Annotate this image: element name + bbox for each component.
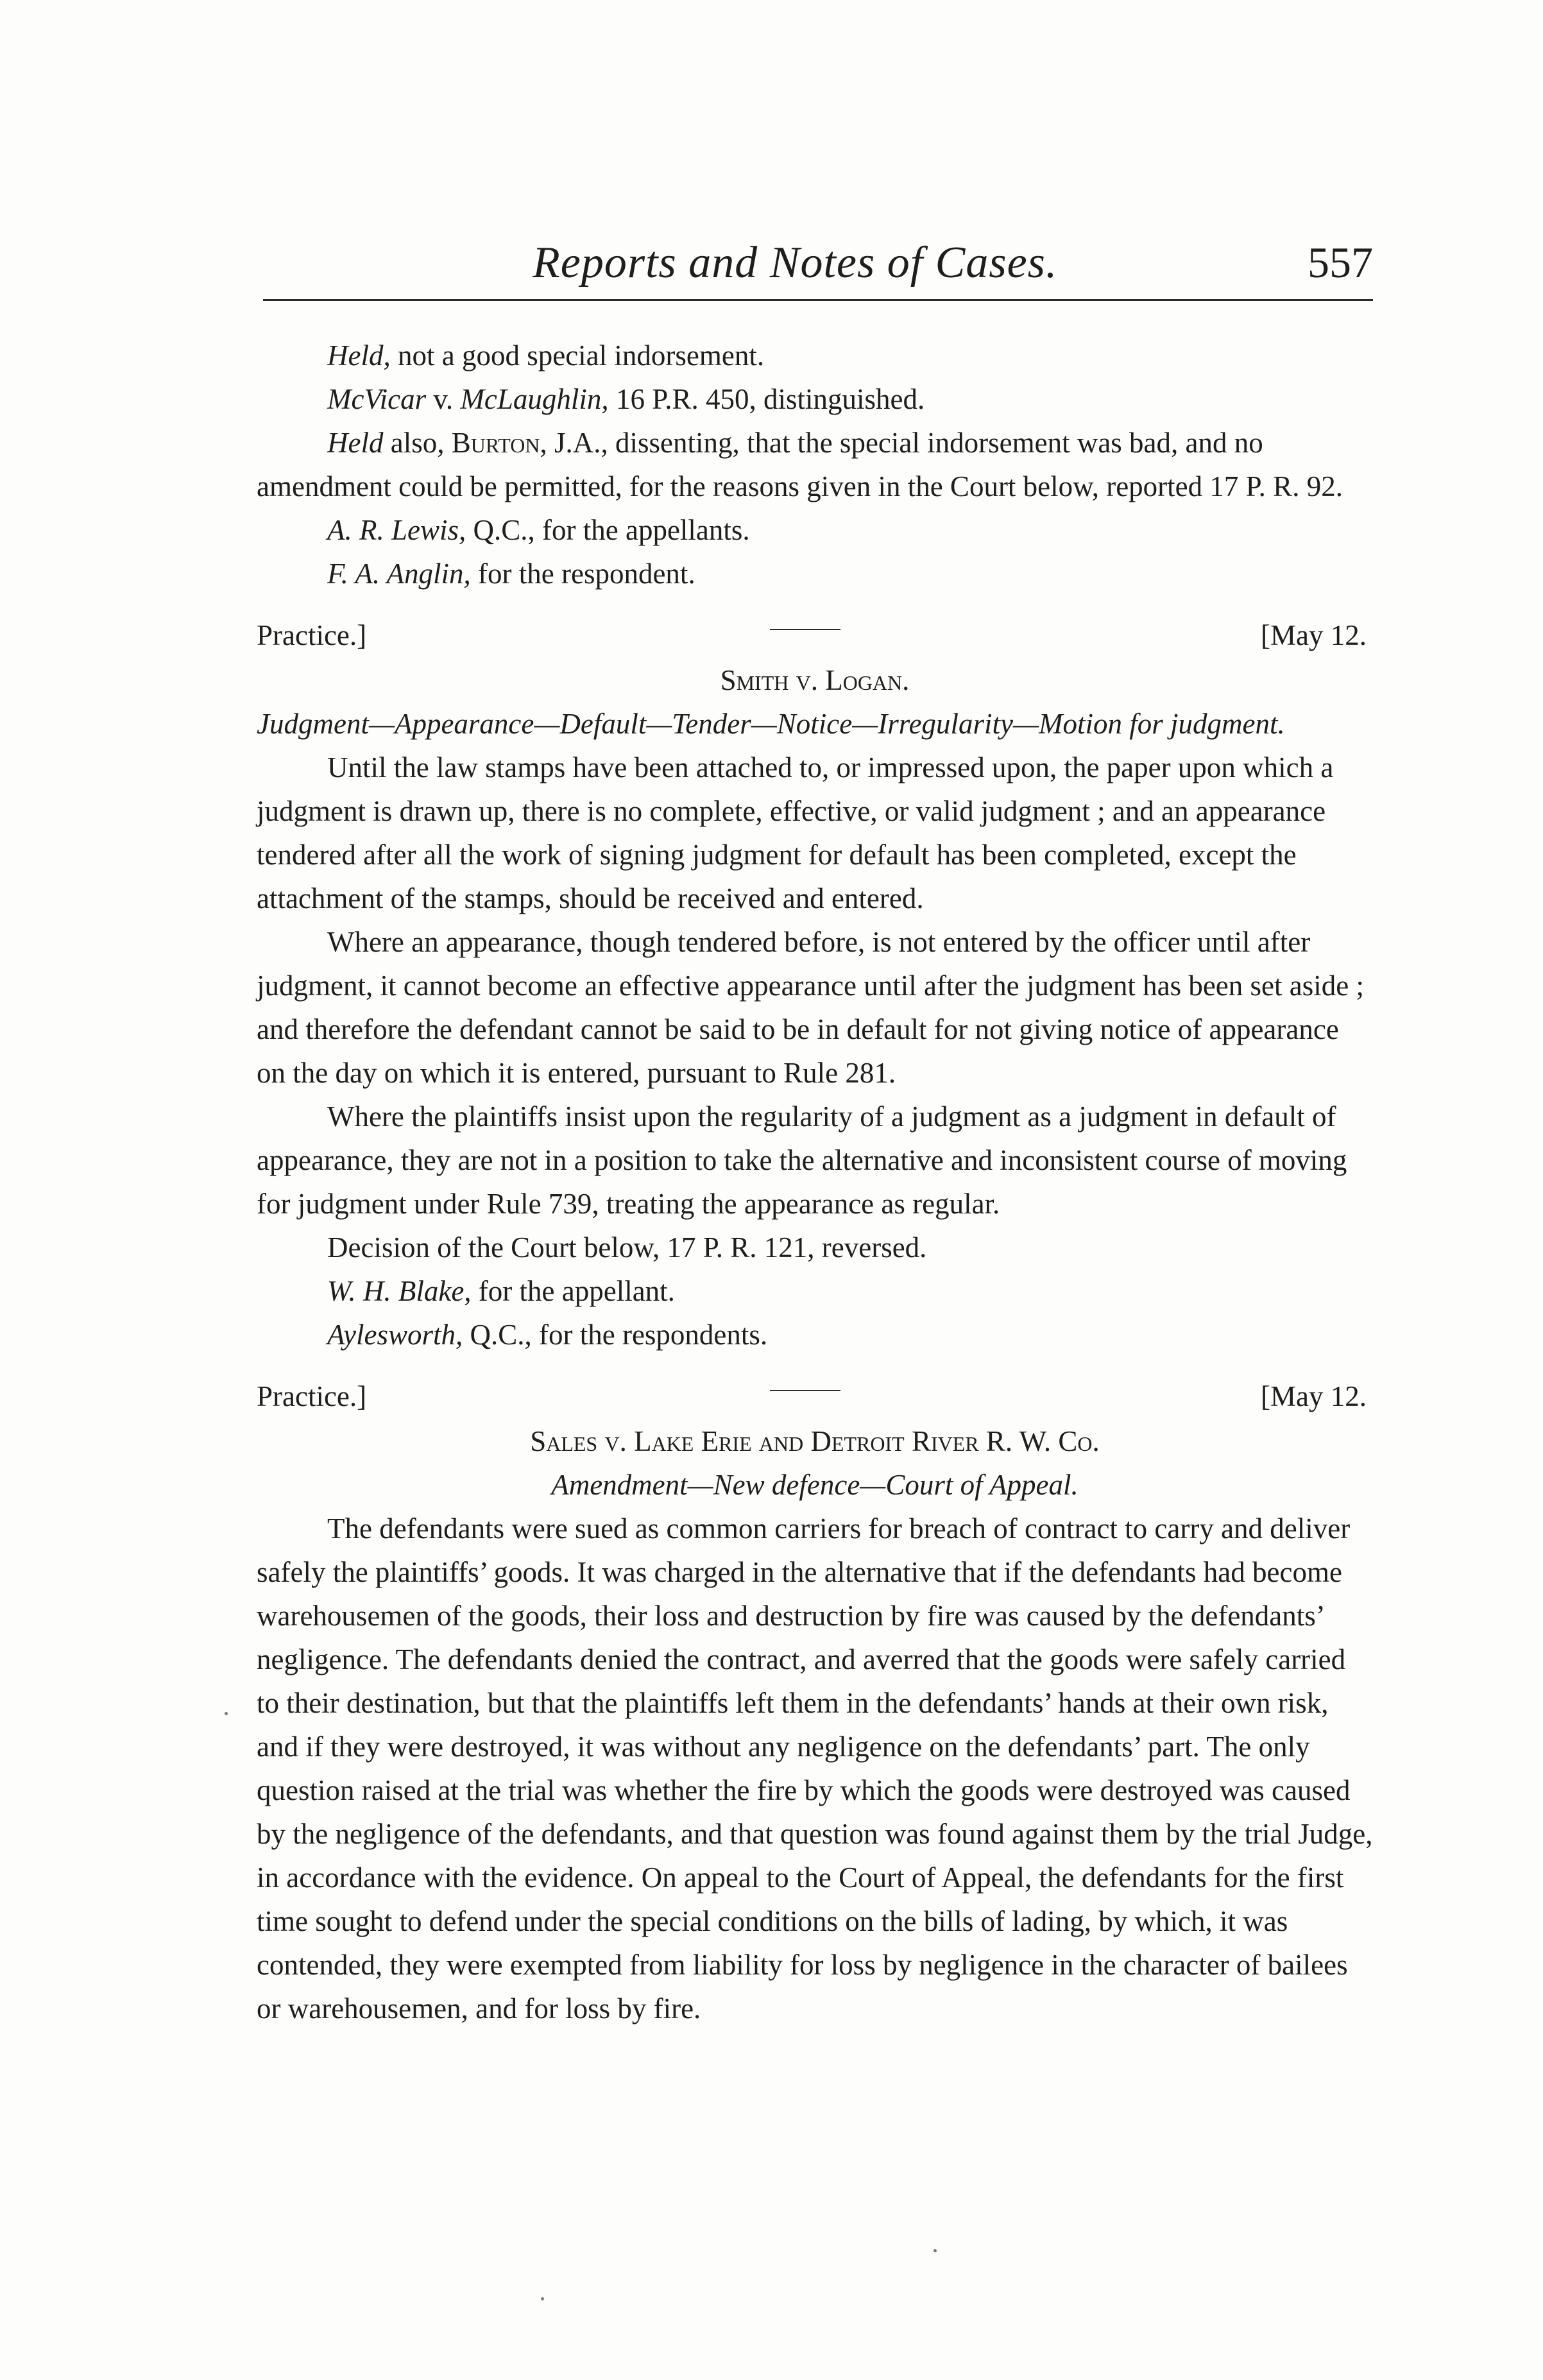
decision-line: Decision of the Court below, 17 P. R. 121, reversed. (327, 1231, 927, 1263)
page-number: 557 (1308, 238, 1373, 287)
page-body (257, 334, 1373, 2030)
headnote-paragraph: Until the law stamps have been attached to, or impressed upon, the paper upon which a judgment is drawn up, there is no complete, effective, or valid judgment ; and an appearance tendered after all the work of signing judgment for default has been completed, except the attachment of the stamps, should be received and entered. (257, 751, 1334, 914)
case-heading-sales (257, 1374, 1373, 1419)
section-dash (770, 1390, 840, 1391)
counsel-line: W. H. Blake, for the appellant. (327, 1275, 675, 1307)
held-also-paragraph: Held also, Burton, J.A., dissenting, that the special indorsement was bad, and no amendment could be permitted, for the reasons given in the Court below, reported 17 P. R. 92. (257, 427, 1343, 502)
case-subject-smith: Judgment—Appearance—Default—Tender—Notice—Irregularity—Motion for judgment. (257, 708, 1285, 740)
counsel-line: A. R. Lewis, Q.C., for the appellants. (327, 514, 750, 546)
case-date: [May 12. (1261, 619, 1367, 651)
counsel-line: Aylesworth, Q.C., for the respondents. (327, 1319, 768, 1351)
headnote-paragraph: Where the plaintiffs insist upon the regularity of a judgment as a judgment in default of appearance, they are not in a position to take the alternative and inconsistent course of moving for judgment under Rule 739, treating the appearance as regular. (257, 1100, 1347, 1220)
counsel-line: F. A. Anglin, for the respondent. (327, 558, 695, 590)
case-date: [May 12. (1261, 1380, 1367, 1412)
case-title-smith: Smith v. Logan. (720, 664, 910, 696)
held-paragraph: Held, not a good special indorsement. (327, 339, 765, 372)
headnote-paragraph: Where an appearance, though tendered before, is not entered by the officer until after judgment, it cannot become an effective appearance until after the judgment has been set aside ; and therefore the defendant cannot be said to be in default for not giving notice of appearance on the day on which it is entered, pursuant to Rule 281. (257, 926, 1364, 1089)
running-header (263, 237, 1373, 302)
citation-paragraph: McVicar v. McLaughlin, 16 P.R. 450, distinguished. (327, 383, 925, 415)
stray-mark (541, 2297, 544, 2300)
case-subject-sales: Amendment—New defence—Court of Appeal. (551, 1469, 1078, 1501)
header-rule (263, 299, 1373, 301)
stray-mark (933, 2249, 937, 2252)
case-heading-smith (257, 613, 1373, 658)
case-title-sales: Sales v. Lake Erie and Detroit River R. W. Co. (530, 1425, 1100, 1457)
section-label: Practice.] (257, 619, 367, 651)
headnote-paragraph: The defendants were sued as common carriers for breach of contract to carry and deliver safely the plaintiffs’ goods. It was charged in the alternative that if the defendants had become warehousemen of the goods, their loss and destruction by fire was caused by the defendants’ negligence. The defendants denied the contract, and averred that the goods were safely carried to their destination, but that the plaintiffs left them in the defendants’ hands at their own risk, and if they were destroyed, it was without any negligence on the defendants’ part. The only question raised at the trial was whether the fire by which the goods were destroyed was caused by the negligence of the defendants, and that question was found against them by the trial Judge, in accordance with the evidence. On appeal to the Court of Appeal, the defendants for the first time sought to defend under the special conditions on the bills of lading, by which, it was contended, they were exempted from liability for loss by negligence in the character of bailees or warehousemen, and for loss by fire. (257, 1512, 1373, 2025)
running-title: Reports and Notes of Cases. (533, 238, 1058, 287)
section-dash (770, 629, 840, 630)
stray-mark (225, 1712, 228, 1715)
section-label: Practice.] (257, 1380, 367, 1412)
